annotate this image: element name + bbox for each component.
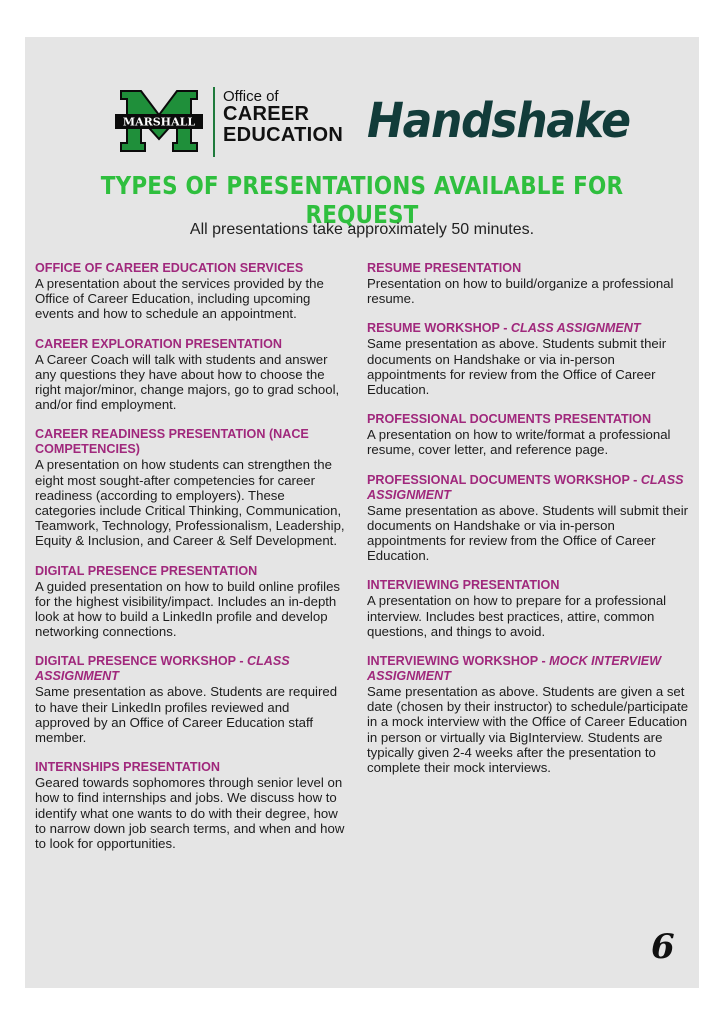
section-heading [367,321,689,336]
section-description: Same presentation as above. Students are required to have their LinkedIn profiles reviewed and approved by an Office of Career Education staff member. [35,684,338,746]
presentation-section [367,321,689,397]
office-of-career-education-logo [223,89,343,145]
presentation-section [367,578,689,639]
section-description: Presentation on how to build/organize a professional resume. [367,276,674,307]
section-heading-text: CAREER EXPLORATION PRESENTATION [35,336,282,351]
section-description: A Career Coach will talk with students and answer any questions they have about how to choose the right major/minor, change majors, go to grad school, and/or find employment. [35,351,340,413]
presentation-section [35,427,345,548]
section-description: Same presentation as above. Students will submit their documents on Handshake or via in-person appointments for review from the Office of Career Education. [367,502,689,564]
section-heading-text: INTERVIEWING WORKSHOP - [367,654,550,669]
section-heading [367,412,689,427]
section-heading-emphasis: CLASS ASSIGNMENT [367,472,684,502]
section-description: A presentation about the services provided by the Office of Career Education, including upcoming events and how to schedule an appointment. [35,276,324,322]
presentation-section [367,412,689,457]
section-heading-emphasis: MOCK INTERVIEW ASSIGNMENT [367,654,662,684]
document-page [25,37,699,988]
section-description: Geared towards sophomores through senior level on how to find internships and jobs. We discuss how to identify what one wants to do with their degree, how to narrow down job search terms, and when and how to look for opportunities. [35,775,345,852]
presentation-section [35,261,345,322]
page-title: TYPES OF PRESENTATIONS AVAILABLE FOR REQUEST [100,171,624,229]
presentation-section [367,654,689,775]
office-line-3: EDUCATION [223,123,344,146]
presentation-section [367,261,689,306]
section-heading [367,654,689,684]
page-number: 6 [651,927,675,967]
section-heading-emphasis: CLASS ASSIGNMENT [35,654,290,684]
section-heading-text: PROFESSIONAL DOCUMENTS PRESENTATION [367,412,652,427]
header-logos [115,87,655,159]
section-heading-text: RESUME PRESENTATION [367,261,522,275]
section-heading [35,427,345,457]
section-heading-emphasis: CLASS ASSIGNMENT [510,321,641,336]
section-description: A presentation on how to prepare for a professional interview. Includes best practices, attire, common questions, and things to avoid. [367,593,667,639]
section-description: A guided presentation on how to build online profiles for the highest visibility/impact. Includes an in-depth look at how to build a LinkedIn profile and develop networking connections. [35,578,340,640]
section-description: A presentation on how students can strengthen the eight most sought-after competencies for career readiness (according to employers). These categories include Critical Thinking, Communication, Teamwork, Technology, Professionalism, Leadership, Equity & Inclusion, and Career & Self Development. [35,457,345,549]
marshall-logo-text: MARSHALL [122,115,196,129]
section-heading-text: OFFICE OF CAREER EDUCATION SERVICES [35,261,304,275]
section-heading-text: CAREER READINESS PRESENTATION (NACE COMPETENCIES) [35,427,309,457]
page-subtitle: All presentations take approximately 50 minutes. [189,221,535,238]
presentation-section [35,654,345,745]
section-heading [367,261,689,276]
presentation-section [367,473,689,564]
section-heading-text: DIGITAL PRESENCE WORKSHOP - [35,654,248,669]
presentation-section [35,337,345,413]
left-column [35,261,345,866]
marshall-m-logo [115,89,203,153]
right-column [367,261,689,790]
section-heading [35,760,345,775]
section-heading-text: DIGITAL PRESENCE PRESENTATION [35,563,258,578]
presentation-section [35,564,345,640]
section-heading [35,337,345,352]
section-heading [35,261,345,276]
section-heading [35,564,345,579]
handshake-logo: Handshake [367,93,630,149]
section-description: Same presentation as above. Students are given a set date (chosen by their instructor) to schedule/participate in a mock interview with the Office of Career Education in person or virtually via BigInterview. Students are typically given 2-4 weeks after the presentation to complete their mock interviews. [367,684,689,776]
section-heading [367,578,689,593]
section-heading [367,473,689,503]
section-description: Same presentation as above. Students submit their documents on Handshake or via in-person appointments for review from the Office of Career Education. [367,336,667,398]
office-line-2: CAREER [223,103,310,126]
section-heading-text: RESUME WORKSHOP - [367,321,511,336]
presentation-section [35,760,345,851]
section-heading-text: PROFESSIONAL DOCUMENTS WORKSHOP - [367,472,641,487]
logo-divider [213,87,215,157]
section-description: A presentation on how to write/format a professional resume, cover letter, and reference page. [367,427,671,458]
section-heading-text: INTERVIEWING PRESENTATION [367,578,560,593]
section-heading [35,654,345,684]
section-heading-text: INTERNSHIPS PRESENTATION [35,760,220,775]
office-line-1: Office of [223,88,279,105]
